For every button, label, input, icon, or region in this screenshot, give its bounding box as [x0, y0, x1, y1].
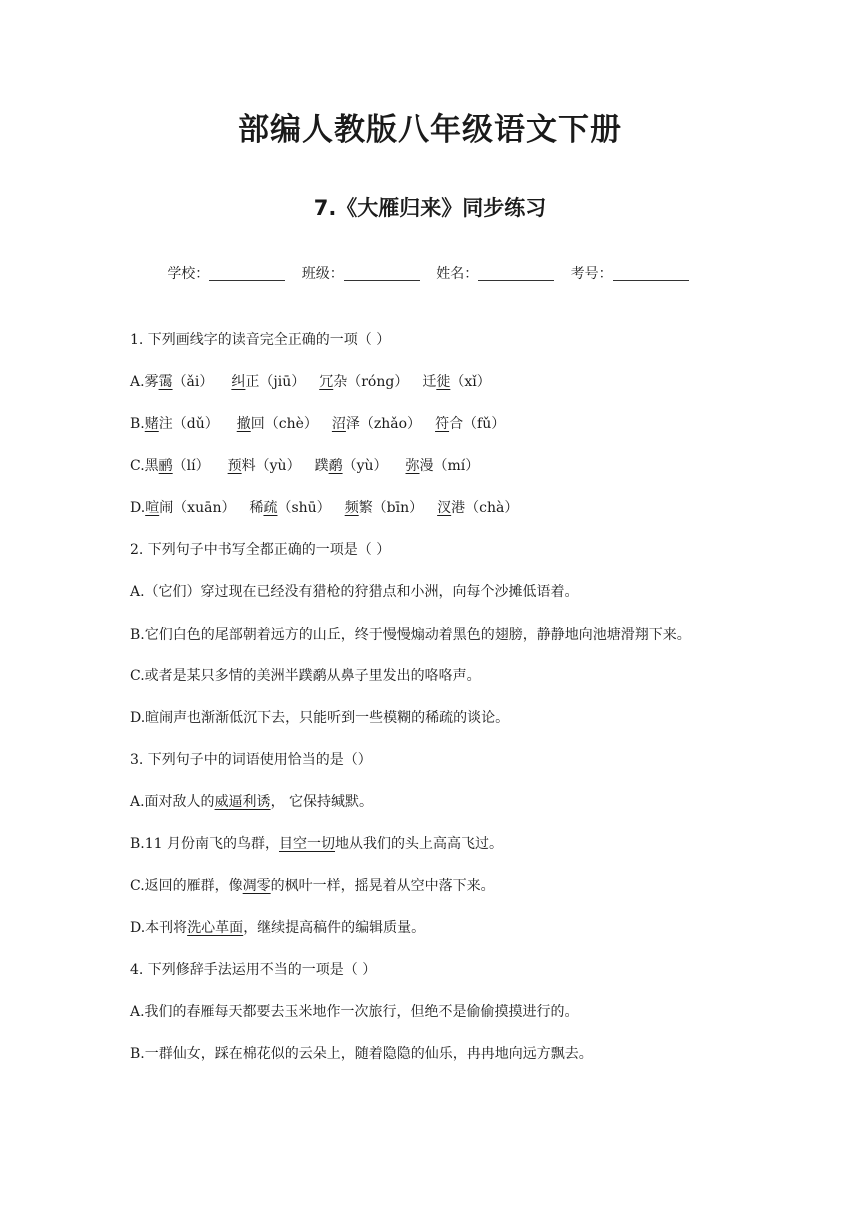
- underlined-char: 撤: [236, 416, 251, 432]
- underlined-char: 鹬: [328, 458, 343, 474]
- text: （xǐ）: [450, 374, 491, 390]
- exam-number-blank: [613, 266, 689, 281]
- q4-option-b: B.一群仙女，踩在棉花似的云朵上，随着隐隐的仙乐，冉冉地向远方飘去。: [130, 1046, 593, 1062]
- underlined-word: 凋零: [242, 878, 271, 894]
- underlined-word: 洗心革面: [187, 920, 244, 936]
- q2-option-d: D.暄闹声也渐渐低沉下去，只能听到一些模糊的稀疏的谈论。: [130, 710, 510, 726]
- text: ，继续提高稿件的编辑质量。: [243, 920, 426, 936]
- text: （lí）: [172, 458, 210, 474]
- q1-option-a: [130, 372, 730, 392]
- page-subtitle: 7.《大雁归来》同步练习: [313, 196, 547, 220]
- q3-option-b: [130, 834, 730, 854]
- text: 地从我们的头上高高飞过。: [335, 836, 504, 852]
- text: （ǎi）: [172, 374, 214, 390]
- text: 繁（bīn）: [358, 500, 424, 516]
- text: D.本刊将: [130, 920, 188, 936]
- text: 料（yù）: [241, 458, 301, 474]
- text: C.黑: [130, 458, 159, 474]
- q2-option-c: C.或者是某只多情的美洲半蹼鹬从鼻子里发出的咯咯声。: [130, 668, 481, 684]
- q4-stem: 4. 下列修辞手法运用不当的一项是（ ）: [130, 962, 377, 978]
- q1-option-c: [130, 456, 730, 476]
- q1-option-b: [130, 414, 730, 434]
- school-blank: [209, 266, 285, 281]
- underlined-char: 徙: [436, 374, 451, 390]
- text: 合（fǔ）: [449, 416, 506, 432]
- text: （yù）: [342, 458, 388, 474]
- underlined-char: 霭: [158, 374, 173, 390]
- text: （shū）: [277, 500, 331, 516]
- q3-option-d: [130, 918, 730, 938]
- student-info-line: [0, 263, 860, 283]
- text: A.面对敌人的: [130, 794, 215, 810]
- underlined-char: 疏: [263, 500, 278, 516]
- class-label: 班级：: [301, 266, 344, 282]
- questions: [130, 330, 730, 1086]
- school-label: 学校：: [167, 266, 210, 282]
- q3-option-a: [130, 792, 730, 812]
- text: 正（jiū）: [245, 374, 306, 390]
- text: ， 它保持缄默。: [270, 794, 374, 810]
- underlined-char: 沼: [331, 416, 346, 432]
- underlined-char: 预: [227, 458, 242, 474]
- underlined-word: 威逼利诱: [214, 794, 271, 810]
- class-blank: [344, 266, 420, 281]
- page-title: 部编人教版八年级语文下册: [238, 112, 622, 148]
- text: 迁: [422, 374, 437, 390]
- q3-option-c: [130, 876, 730, 896]
- text: 闹（xuān）: [159, 500, 236, 516]
- text: A.雾: [130, 374, 159, 390]
- text: 回（chè）: [250, 416, 318, 432]
- text: B.11 月份南飞的鸟群，: [130, 836, 280, 852]
- underlined-char: 冗: [319, 374, 334, 390]
- text: 稀: [249, 500, 264, 516]
- text: B.: [130, 416, 145, 432]
- q1-option-d: [130, 498, 730, 518]
- text: C.返回的雁群，像: [130, 878, 243, 894]
- q1-stem: 1. 下列画线字的读音完全正确的一项（ ）: [130, 332, 391, 348]
- q2-option-a: A.（它们）穿过现在已经没有猎枪的狩猎点和小洲，向每个沙摊低语着。: [130, 584, 579, 600]
- underlined-char: 鹂: [158, 458, 173, 474]
- underlined-char: 汊: [437, 500, 452, 516]
- q4-option-a: A.我们的春雁每天都要去玉米地作一次旅行，但绝不是偷偷摸摸进行的。: [130, 1004, 579, 1020]
- q3-stem: 3. 下列句子中的词语使用恰当的是（）: [130, 752, 372, 768]
- q2-stem: 2. 下列句子中书写全都正确的一项是（ ）: [130, 542, 391, 558]
- underlined-char: 喧: [145, 500, 160, 516]
- text: 蹼: [314, 458, 329, 474]
- underlined-char: 纠: [231, 374, 246, 390]
- name-blank: [478, 266, 554, 281]
- text: 港（chà）: [451, 500, 519, 516]
- text: 漫（mí）: [419, 458, 480, 474]
- text: 的枫叶一样，摇晃着从空中落下来。: [270, 878, 495, 894]
- exam-number-label: 考号：: [570, 266, 613, 282]
- text: D.: [130, 500, 146, 516]
- text: 泽（zhǎo）: [345, 416, 422, 432]
- name-label: 姓名：: [436, 266, 479, 282]
- underlined-char: 赌: [144, 416, 159, 432]
- text: 注（dǔ）: [158, 416, 219, 432]
- underlined-char: 符: [435, 416, 450, 432]
- text: 杂（róng）: [333, 374, 409, 390]
- q2-option-b: B.它们白色的尾部朝着远方的山丘，终于慢慢煽动着黑色的翅膀，静静地向池塘滑翔下来。: [130, 627, 691, 643]
- underlined-word: 目空一切: [279, 836, 336, 852]
- underlined-char: 频: [344, 500, 359, 516]
- underlined-char: 弥: [405, 458, 420, 474]
